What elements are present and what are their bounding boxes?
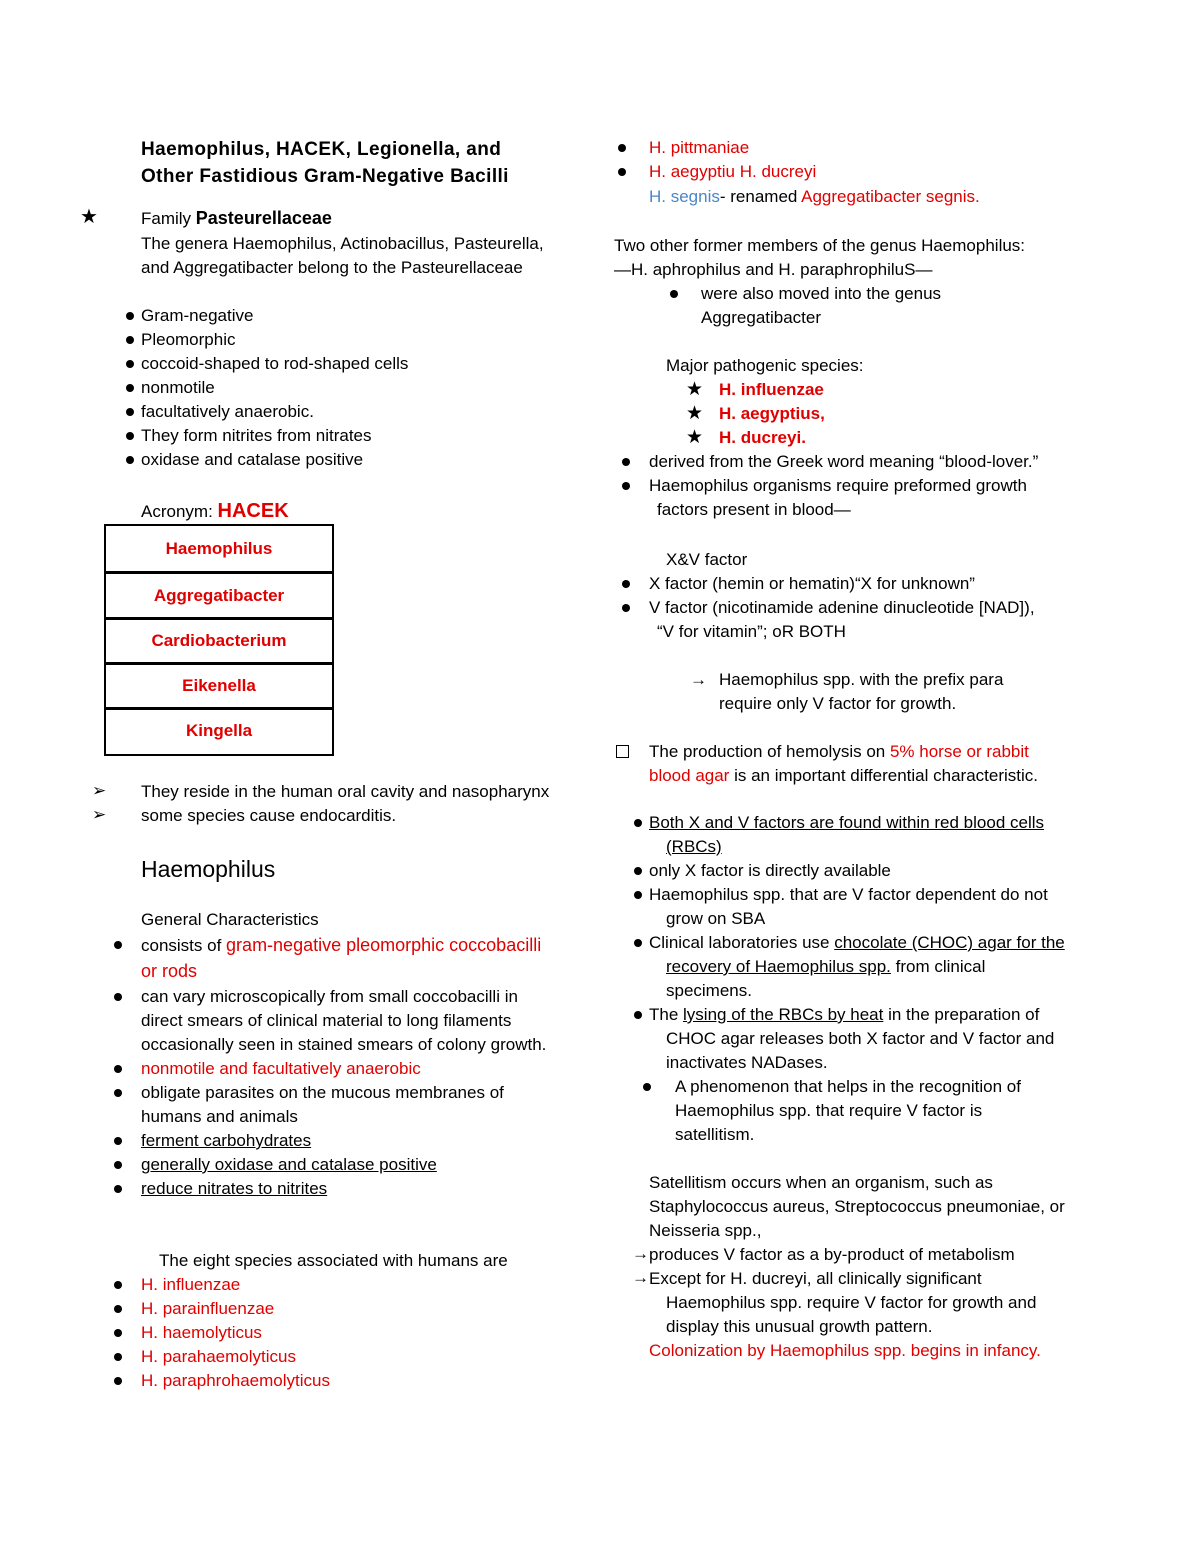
acronym-name: HACEK (217, 500, 289, 522)
bullet-dot-icon (114, 941, 122, 949)
hacek-table (104, 524, 334, 756)
bullet-dot-icon (126, 408, 134, 416)
rbc-6-line2: Haemophilus spp. that require V factor is (675, 1101, 983, 1120)
family-trait: coccoid-shaped to rod-shaped cells (141, 354, 409, 373)
arrow-icon: → (690, 670, 707, 689)
segnis-mid: - renamed (719, 187, 802, 206)
former-line1: Two other former members of the genus Haemophilus: (614, 236, 1026, 255)
bullet-dot-icon (126, 336, 134, 344)
hemolysis-line2 (649, 764, 1038, 788)
family-trait: facultatively anaerobic. (141, 402, 314, 421)
satellitism-arrow-2: Except for H. ducreyi, all clinically significant (649, 1269, 982, 1288)
bullet-dot-icon (634, 1011, 642, 1019)
hemolysis-prefix: The production of hemolysis on (649, 742, 890, 761)
segnis-new-name: Aggregatibacter segnis. (801, 187, 980, 206)
family-trait: oxidase and catalase positive (141, 450, 364, 469)
arrowhead-bullet-icon: ➢ (92, 781, 107, 800)
bullet-dot-icon (126, 432, 134, 440)
segnis-line (649, 185, 980, 209)
rbc-5-line3: inactivates NADases. (666, 1053, 828, 1072)
rbc-4-underlined: chocolate (CHOC) agar for the (834, 933, 1065, 952)
char-4-line2: humans and animals (141, 1107, 298, 1126)
factor-v-line1: V factor (nicotinamide adenine dinucleotide [NAD]), (649, 598, 1035, 617)
rbc-3-line1: Haemophilus spp. that are V factor dependent do not (649, 885, 1048, 904)
general-characteristics: General Characteristics (141, 910, 319, 929)
rbc-4-line1 (649, 931, 1065, 955)
former-bullet-line1: were also moved into the genus (701, 284, 942, 303)
family-trait: Gram-negative (141, 306, 254, 325)
bullet-dot-icon (114, 1065, 122, 1073)
bullet-dot-icon (622, 482, 630, 490)
bullet-dot-icon (634, 939, 642, 947)
former-line2: —H. aphrophilus and H. paraphrophiluS— (614, 260, 933, 279)
rbc-4-line2 (666, 955, 985, 979)
bullet-dot-icon (114, 1305, 122, 1313)
arrowhead-bullet-icon: ➢ (92, 805, 107, 824)
species-item: H. parahaemolyticus (141, 1347, 296, 1366)
char-1-red: gram-negative pleomorphic coccobacilli (226, 935, 542, 955)
rbc-4-underlined-2: recovery of Haemophilus spp. (666, 957, 891, 976)
satellitism-arrow-2-line3: display this unusual growth pattern. (666, 1317, 933, 1336)
bullet-dot-icon (670, 290, 678, 298)
char-1 (141, 933, 541, 958)
bullet-dot-icon (126, 312, 134, 320)
char-3: nonmotile and facultatively anaerobic (141, 1059, 421, 1078)
bullet-dot-icon (114, 993, 122, 1001)
bullet-dot-icon (618, 144, 626, 152)
former-bullet-line2: Aggregatibacter (701, 308, 822, 327)
rbc-5-prefix: The (649, 1005, 684, 1024)
rbc-2: only X factor is directly available (649, 861, 891, 880)
reside-line: They reside in the human oral cavity and nasopharynx (141, 782, 550, 801)
rbc-4-line3: specimens. (666, 981, 752, 1000)
bullet-dot-icon (622, 580, 630, 588)
reside-line: some species cause endocarditis. (141, 806, 397, 825)
family-name: Pasteurellaceae (195, 208, 332, 228)
hemolysis-red2: blood agar (649, 766, 730, 785)
satellitism-line2: Staphylococcus aureus, Streptococcus pneumoniae, or (649, 1197, 1065, 1216)
hemolysis-rest: is an important differential characteristic. (729, 766, 1038, 785)
species-item: H. parainfluenzae (141, 1299, 275, 1318)
char-5: ferment carbohydrates (141, 1131, 312, 1150)
char-1-prefix: consists of (141, 936, 227, 955)
major-item: H. ducreyi. (719, 428, 806, 447)
family-trait: nonmotile (141, 378, 215, 397)
colonization-note: Colonization by Haemophilus spp. begins in infancy. (649, 1341, 1041, 1360)
char-2-line2: direct smears of clinical material to long filaments (141, 1011, 512, 1030)
rbc-5-rest: in the preparation of (883, 1005, 1040, 1024)
rbc-1-line2: (RBCs) (666, 837, 722, 856)
star-icon: ★ (686, 403, 704, 424)
hemolysis-red: 5% horse or rabbit (889, 742, 1029, 761)
char-1-cont: or rods (141, 961, 198, 981)
rbc-6-line1: A phenomenon that helps in the recognition of (675, 1077, 1021, 1096)
satellitism-arrow-1: produces V factor as a by-product of metabolism (649, 1245, 1015, 1264)
satellitism-line1: Satellitism occurs when an organism, such as (649, 1173, 993, 1192)
bullet-dot-icon (634, 819, 642, 827)
para-line2: require only V factor for growth. (719, 694, 957, 713)
star-icon: ★ (686, 379, 704, 400)
rbc-6-line3: satellitism. (675, 1125, 755, 1144)
star-icon: ★ (80, 206, 98, 228)
rbc-5-underlined: lysing of the RBCs by heat (683, 1005, 884, 1024)
char-7: reduce nitrates to nitrites (141, 1179, 328, 1198)
blood-b1: derived from the Greek word meaning “blood-lover.” (649, 452, 1039, 471)
bullet-dot-icon (126, 456, 134, 464)
blood-b2-line1: Haemophilus organisms require preformed growth (649, 476, 1027, 495)
doc-title-line2: Other Fastidious Gram-Negative Bacilli (141, 166, 509, 187)
species-intro: The eight species associated with humans are (159, 1251, 508, 1270)
bullet-dot-icon (618, 168, 626, 176)
bullet-dot-icon (634, 867, 642, 875)
rbc-4-prefix: Clinical laboratories use (649, 933, 835, 952)
bullet-dot-icon (114, 1089, 122, 1097)
bullet-dot-icon (114, 1281, 122, 1289)
bullet-dot-icon (622, 604, 630, 612)
rbc-5-line1 (649, 1003, 1039, 1027)
bullet-dot-icon (126, 360, 134, 368)
char-2-line3: occasionally seen in stained smears of colony growth. (141, 1035, 547, 1054)
family-desc-line1: The genera Haemophilus, Actinobacillus, Pasteurella, (141, 234, 544, 253)
acronym-heading (141, 499, 289, 524)
satellitism-line3: Neisseria spp., (649, 1221, 762, 1240)
blood-b2-line2: factors present in blood— (657, 500, 851, 519)
bullet-dot-icon (643, 1083, 651, 1091)
table-divider (106, 571, 332, 574)
family-desc-line2: and Aggregatibacter belong to the Pasteurellaceae (141, 258, 523, 277)
family-trait: Pleomorphic (141, 330, 236, 349)
factor-v-line2: “V for vitamin”; oR BOTH (657, 622, 846, 641)
hacek-row: Aggregatibacter (153, 586, 285, 605)
star-icon: ★ (686, 427, 704, 448)
char-4-line1: obligate parasites on the mucous membranes of (141, 1083, 504, 1102)
hacek-row: Cardiobacterium (151, 631, 287, 650)
species-item: H. aegyptiu H. ducreyi (649, 162, 817, 181)
haemophilus-heading: Haemophilus (141, 856, 276, 882)
bullet-dot-icon (114, 1185, 122, 1193)
factor-heading: X&V factor (666, 550, 748, 569)
hacek-row: Haemophilus (165, 539, 273, 558)
bullet-dot-icon (114, 1161, 122, 1169)
para-line1: Haemophilus spp. with the prefix para (719, 670, 1004, 689)
acronym-label: Acronym: (141, 502, 218, 521)
family-heading (141, 206, 332, 231)
bullet-dot-icon (634, 891, 642, 899)
bullet-dot-icon (114, 1329, 122, 1337)
rbc-1-line1: Both X and V factors are found within red blood cells (649, 813, 1045, 832)
species-item: H. pittmaniae (649, 138, 750, 157)
major-item: H. aegyptius, (719, 404, 825, 423)
species-item: H. paraphrohaemolyticus (141, 1371, 330, 1390)
char-6: generally oxidase and catalase positive (141, 1155, 437, 1174)
major-item: H. influenzae (719, 380, 824, 399)
bullet-dot-icon (126, 384, 134, 392)
hacek-row: Eikenella (182, 676, 256, 695)
checkbox-icon (616, 745, 629, 758)
arrow-icon: → (632, 1268, 649, 1287)
hemolysis-line1 (649, 740, 1029, 764)
segnis-name: H. segnis (649, 187, 720, 206)
arrow-icon: → (632, 1244, 649, 1263)
species-item: H. haemolyticus (141, 1323, 262, 1342)
factor-x: X factor (hemin or hematin)“X for unknown” (649, 574, 975, 593)
family-prefix: Family (141, 209, 196, 228)
bullet-dot-icon (114, 1137, 122, 1145)
family-trait: They form nitrites from nitrates (141, 426, 372, 445)
doc-title-line1: Haemophilus, HACEK, Legionella, and (141, 139, 502, 160)
rbc-4-rest: from clinical (890, 957, 986, 976)
bullet-dot-icon (622, 458, 630, 466)
char-2-line1: can vary microscopically from small coccobacilli in (141, 987, 518, 1006)
bullet-dot-icon (114, 1377, 122, 1385)
satellitism-arrow-2-line2: Haemophilus spp. require V factor for growth and (666, 1293, 1037, 1312)
rbc-3-line2: grow on SBA (666, 909, 766, 928)
rbc-5-line2: CHOC agar releases both X factor and V factor and (666, 1029, 1055, 1048)
bullet-dot-icon (114, 1353, 122, 1361)
species-item: H. influenzae (141, 1275, 241, 1294)
major-heading: Major pathogenic species: (666, 356, 864, 375)
hacek-row: Kingella (185, 721, 253, 740)
